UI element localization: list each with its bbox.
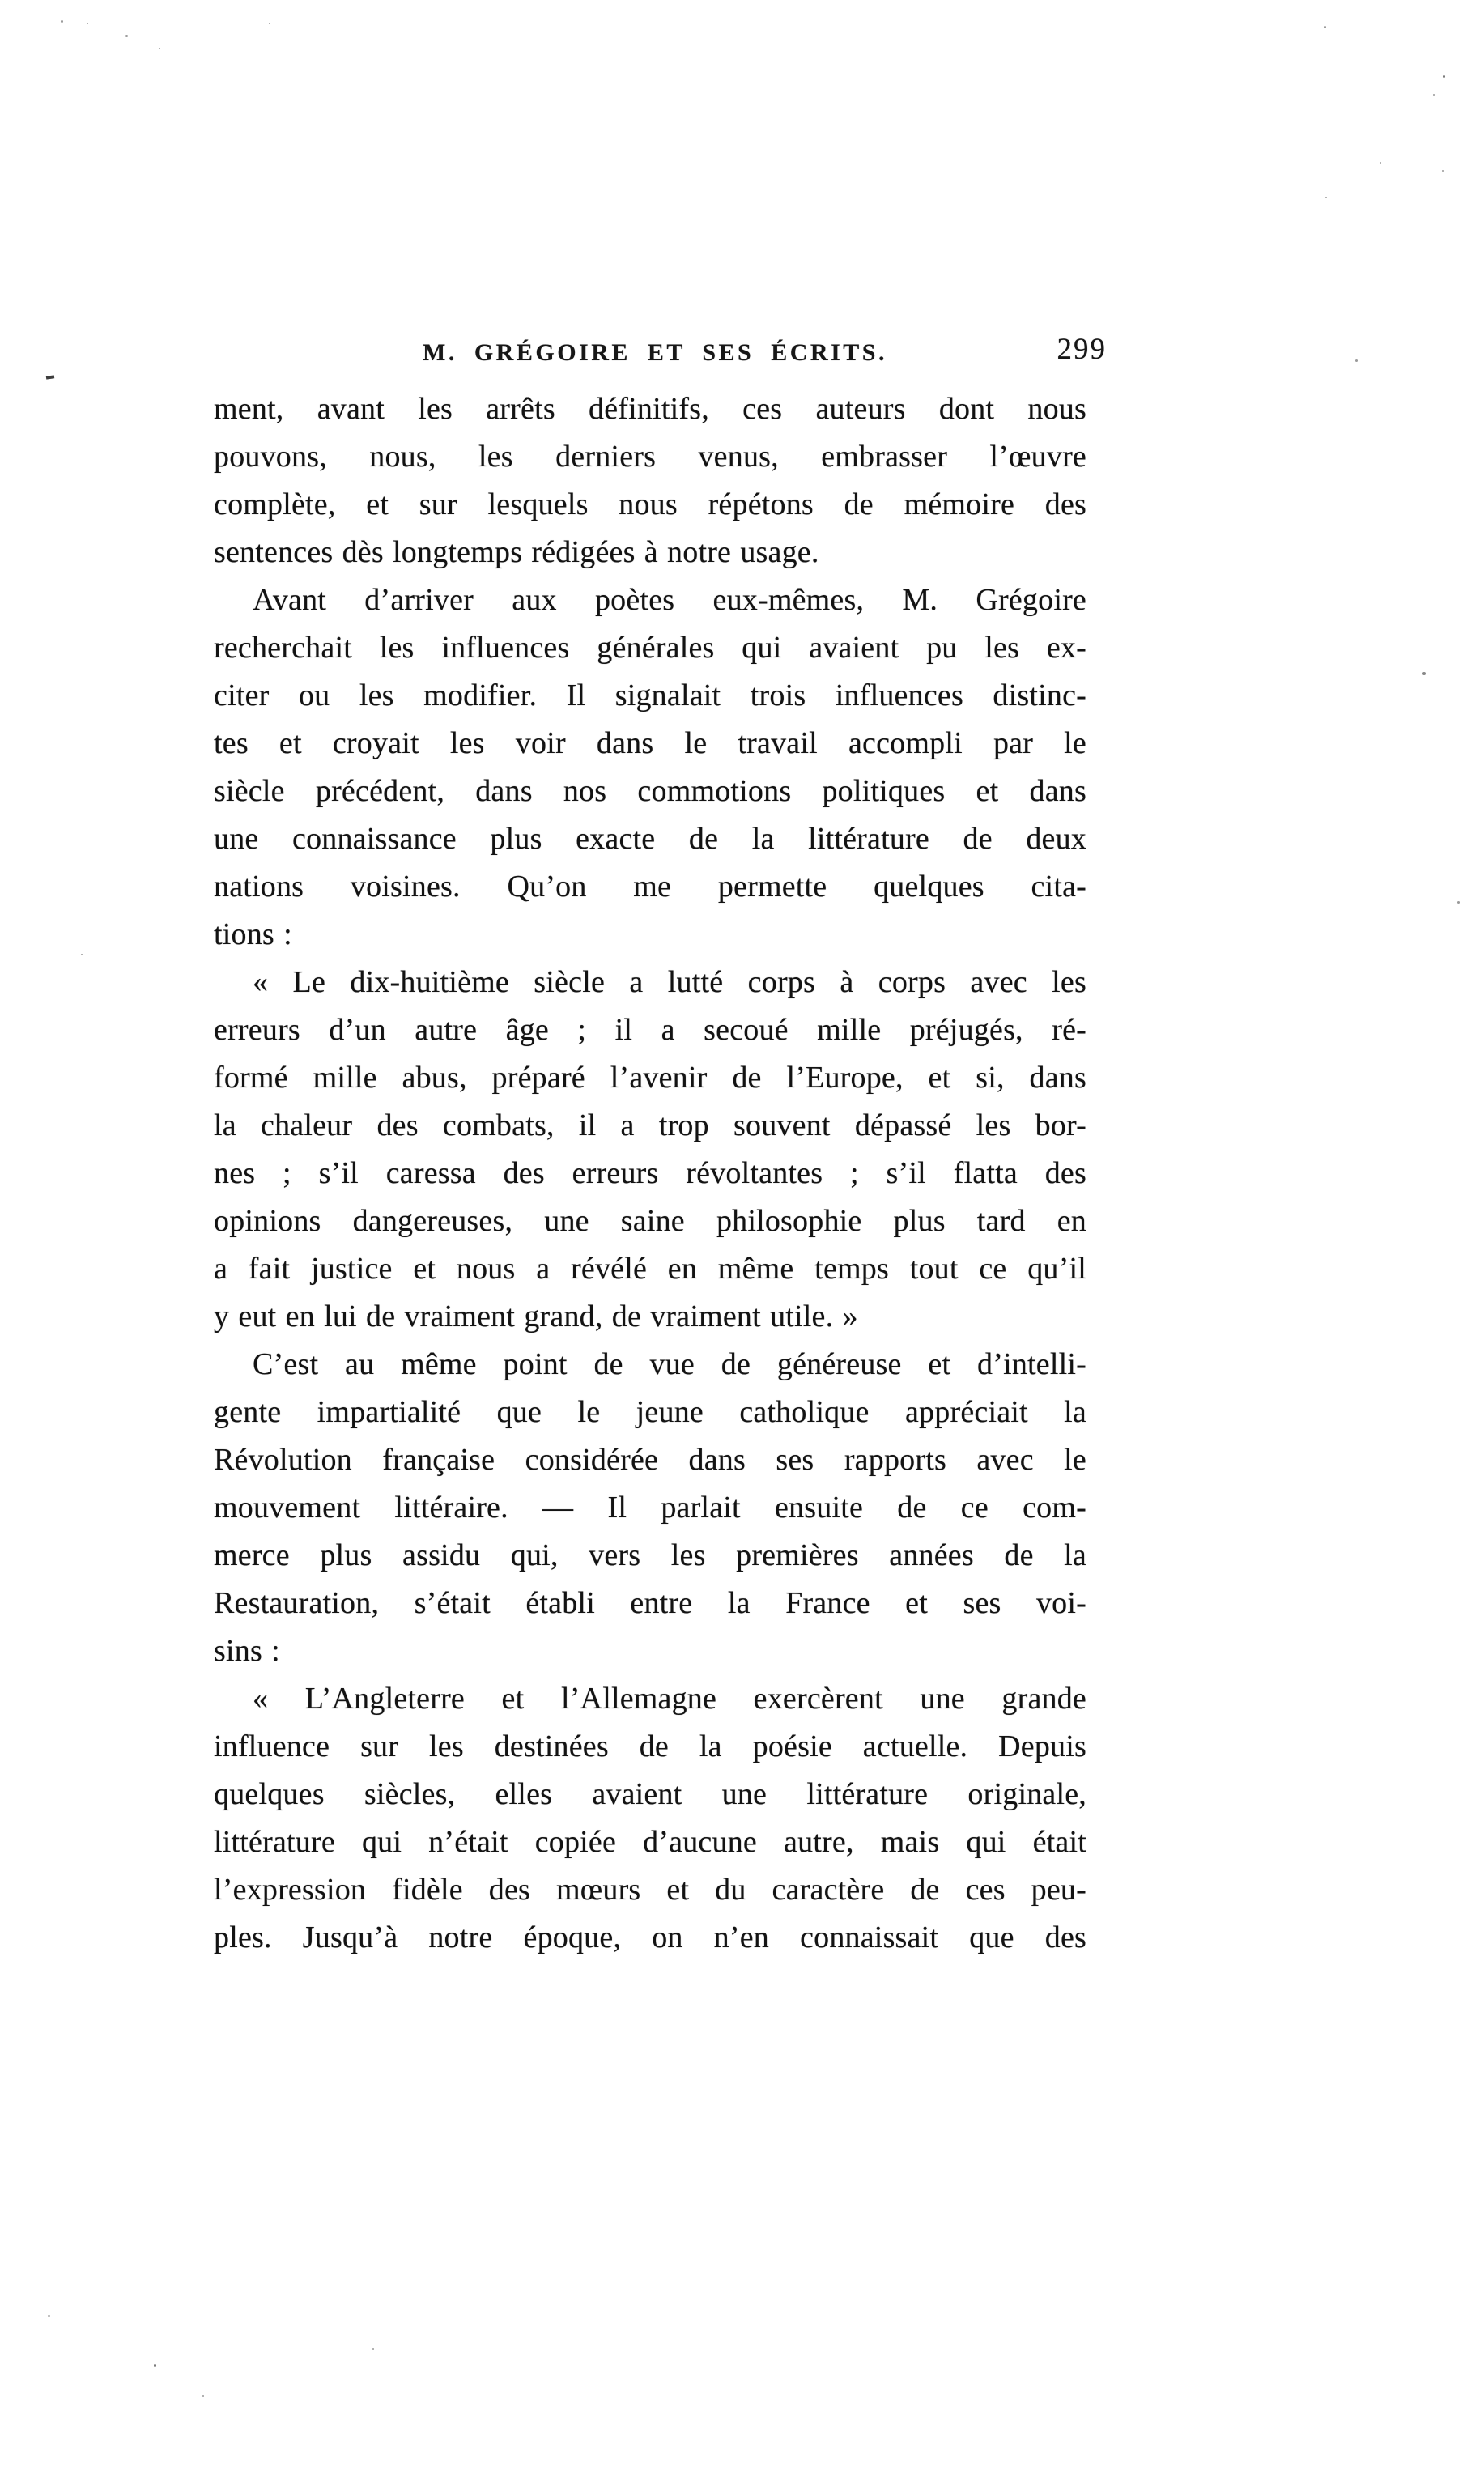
text-line: erreurs d’un autre âge ; il a secoué mille préjugés, ré-	[214, 1013, 1086, 1047]
text-line: mouvement littéraire. — Il parlait ensuite de ce com-	[214, 1491, 1086, 1525]
text-line: Avant d’arriver aux poètes eux-mêmes, M. Grégoire	[253, 583, 1086, 617]
scan-speckle	[269, 23, 270, 24]
text-line: recherchait les influences générales qui avaient pu les ex-	[214, 631, 1086, 665]
scan-speckle	[1325, 197, 1327, 198]
scan-mark	[46, 375, 54, 379]
scan-speckle	[1380, 162, 1381, 164]
text-line: ples. Jusqu’à notre époque, on n’en connaissait que des	[214, 1920, 1086, 1954]
text-line: sentences dès longtemps rédigées à notre usage.	[214, 535, 819, 569]
text-line: formé mille abus, préparé l’avenir de l’Europe, et si, dans	[214, 1061, 1086, 1095]
scan-speckle	[1422, 672, 1426, 675]
scan-speckle	[1442, 170, 1444, 172]
text-line: quelques siècles, elles avaient une littérature originale,	[214, 1777, 1086, 1811]
page-number: 299	[1057, 333, 1107, 366]
text-line: Restauration, s’était établi entre la France et ses voi-	[214, 1586, 1086, 1620]
text-line: une connaissance plus exacte de la littérature de deux	[214, 822, 1086, 856]
scan-speckle	[125, 35, 128, 37]
running-header	[213, 333, 1107, 372]
scan-speckle	[87, 23, 88, 24]
text-line: tes et croyait les voir dans le travail accompli par le	[214, 726, 1086, 760]
scan-speckle	[159, 48, 160, 49]
text-line: « Le dix-huitième siècle a lutté corps à corps avec les	[253, 965, 1086, 999]
scan-speckle	[1443, 75, 1445, 78]
text-line: C’est au même point de vue de généreuse et d’intelli-	[253, 1347, 1086, 1381]
scan-speckle	[61, 20, 63, 23]
scan-speckle	[1355, 359, 1358, 362]
text-line: opinions dangereuses, une saine philosophie plus tard en	[214, 1204, 1086, 1238]
text-line: influence sur les destinées de la poésie actuelle. Depuis	[214, 1729, 1086, 1763]
text-line: sins :	[214, 1634, 280, 1668]
text-line: littérature qui n’était copiée d’aucune autre, mais qui était	[214, 1825, 1086, 1859]
scan-speckle	[202, 2395, 204, 2397]
text-line: citer ou les modifier. Il signalait trois influences distinc-	[214, 678, 1086, 712]
text-line: gente impartialité que le jeune catholique appréciait la	[214, 1395, 1086, 1429]
scan-speckle	[372, 2348, 374, 2350]
scan-speckle	[1433, 94, 1435, 96]
text-line: ment, avant les arrêts définitifs, ces auteurs dont nous	[214, 392, 1086, 426]
scan-speckle	[154, 2364, 156, 2367]
text-line: siècle précédent, dans nos commotions politiques et dans	[214, 774, 1086, 808]
text-line: a fait justice et nous a révélé en même temps tout ce qu’il	[214, 1252, 1086, 1286]
text-line: tions :	[214, 917, 292, 951]
scan-speckle	[48, 2315, 50, 2317]
text-line: y eut en lui de vraiment grand, de vraiment utile. »	[214, 1299, 858, 1333]
text-line: Révolution française considérée dans ses rapports avec le	[214, 1443, 1086, 1477]
text-line: nes ; s’il caressa des erreurs révoltantes ; s’il flatta des	[214, 1156, 1086, 1190]
scan-speckle	[1324, 26, 1326, 28]
text-line: la chaleur des combats, il a trop souvent dépassé les bor-	[214, 1108, 1086, 1142]
scan-speckle	[1457, 901, 1460, 904]
scan-speckle	[81, 954, 83, 955]
text-line: pouvons, nous, les derniers venus, embrasser l’œuvre	[214, 440, 1086, 474]
page-title: M. GRÉGOIRE ET SES ÉCRITS.	[423, 339, 887, 366]
text-line: merce plus assidu qui, vers les premières années de la	[214, 1538, 1086, 1572]
text-line: « L’Angleterre et l’Allemagne exercèrent une grande	[253, 1682, 1086, 1716]
text-line: l’expression fidèle des mœurs et du caractère de ces peu-	[214, 1873, 1086, 1907]
text-line: complète, et sur lesquels nous répétons de mémoire des	[214, 487, 1086, 521]
body-text	[214, 385, 1086, 1962]
text-line: nations voisines. Qu’on me permette quelques cita-	[214, 870, 1086, 904]
